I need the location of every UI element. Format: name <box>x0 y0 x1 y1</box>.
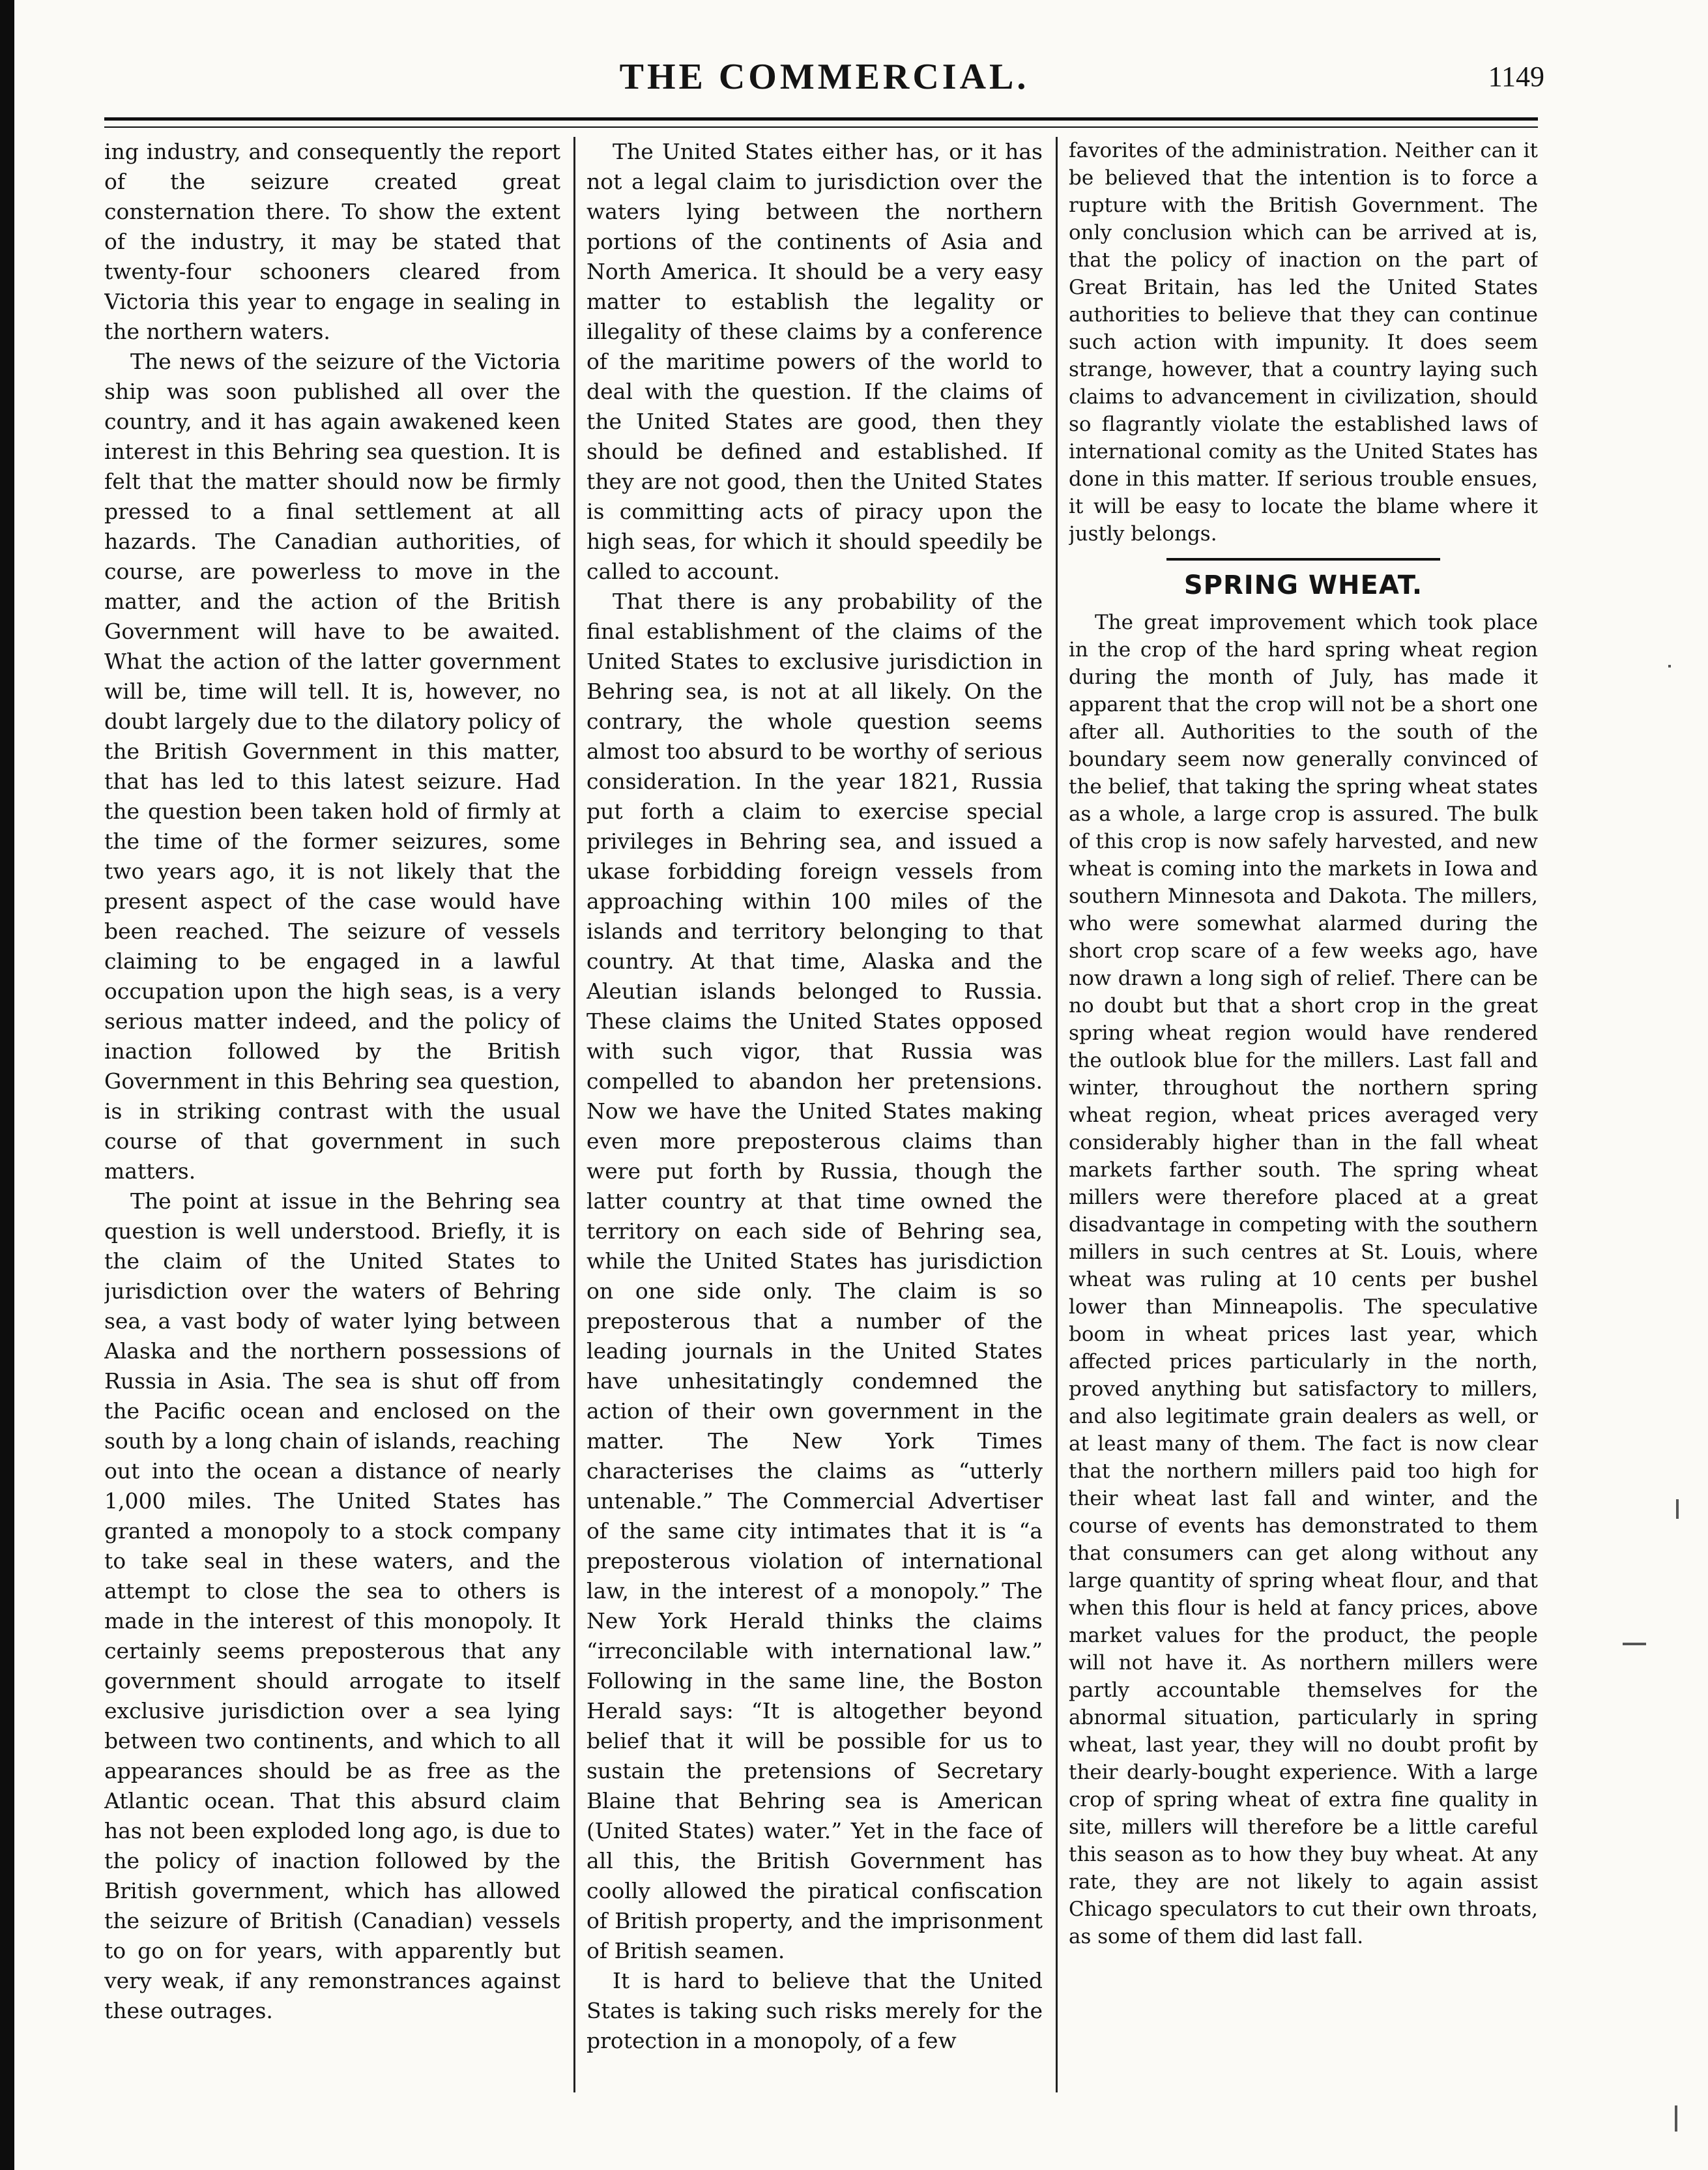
paragraph: It is hard to believe that the United States is taking such risks merely for the protection in a monopoly, of a few <box>586 1968 1043 2053</box>
scan-speck <box>1668 665 1671 667</box>
section-heading: SPRING WHEAT. <box>1183 570 1423 600</box>
paragraph: favorites of the administration. Neither can it be believed that the intention is to force a rupture with the British Government. The only conclusion which can be arrived at is, that the policy of inaction on the part of Great Britain, has led the United States authorities to believe that they can continue such action with impunity. It does seem strange, however, that a country laying such claims to advancement in civilization, should so flagrantly violate the established laws of international comity as the United States has done in this matter. If serious trouble ensues, it will be easy to locate the blame where it justly belongs. <box>1069 139 1538 546</box>
column-3 <box>1069 137 1538 2099</box>
paragraph: That there is any probability of the final establishment of the claims of the United States to exclusive jurisdiction in Behring sea, is not at all likely. On the contrary, the whole question seems almost too absurd to be worthy of serious consideration. In the year 1821, Russia put forth a claim to exercise special privileges in Behring sea, and issued a ukase forbidding foreign vessels from approaching within 100 miles of the islands and territory belonging to that country. At that time, Alaska and the Aleutian islands belonged to Russia. These claims the United States opposed with such vigor, that Russia was compelled to abandon her pretensions. Now we have the United States making even more preposterous claims than were put forth by Russia, though the latter country at that time owned the territory on each side of Behring sea, while the United States has jurisdiction on one side only. The claim is so preposterous that a number of the leading journals in the United States have unhesitatingly condemned the action of their own government in the matter. The New York Times characterises the claims as “utterly untenable.” The Commercial Advertiser of the same city intimates that it is “a preposterous violation of international law, in the interest of a monopoly.” The New York Herald thinks the claims “irreconcilable with international law.” Following in the same line, the Boston Herald says: “It is altogether beyond belief that it will be possible for us to sustain the pretensions of Secretary Blaine that Behring sea is American (United States) water.” Yet in the face of all this, the British Government has coolly allowed the piratical confiscation of British property, and the imprisonment of British seamen. <box>586 589 1043 1963</box>
paragraph: The news of the seizure of the Victoria ship was soon published all over the country, and it has again awakened keen interest in this Behring sea question. It is felt that the matter should now be firmly pressed to a final settlement at all hazards. The Canadian authorities, of course, are powerless to move in the matter, and the action of the British Government will have to be awaited. What the action of the latter government will be, time will tell. It is, however, no doubt largely due to the dilatory policy of the British Government in this matter, that has led to this latest seizure. Had the question been taken hold of firmly at the time of the former seizures, some two years ago, it is not likely that the present aspect of the case would have been reached. The seizure of vessels claiming to be engaged in a lawful occupation upon the high seas, is a very serious matter indeed, and the policy of inaction followed by the British Government in this Behring sea question, is in striking contrast with the usual course of that government in such matters. <box>104 349 560 1184</box>
column-2 <box>586 137 1043 2099</box>
article-columns <box>104 137 1538 2099</box>
header-rule-thick <box>104 117 1538 121</box>
scan-speck <box>1676 1499 1679 1519</box>
page-binding-edge <box>0 0 14 2170</box>
section-rule <box>1166 558 1440 561</box>
paragraph: The point at issue in the Behring sea question is well understood. Briefly, it is the claim of the United States to jurisdiction over the waters of Behring sea, a vast body of water lying between Alaska and the northern possessions of Russia in Asia. The sea is shut off from the Pacific ocean and enclosed on the south by a long chain of islands, reaching out into the ocean a distance of nearly 1,000 miles. The United States has granted a monopoly to a stock company to take seal in these waters, and the attempt to close the sea to others is made in the interest of this monopoly. It certainly seems preposterous that any government should arrogate to itself exclusive jurisdiction over a sea lying between two continents, and which to all appearances should be as free as the Atlantic ocean. That this absurd claim has not been exploded long ago, is due to the policy of inaction followed by the British government, which has allowed the seizure of British (Canadian) vessels to go on for years, with apparently but very weak, if any remonstrances against these outrages. <box>104 1188 560 2023</box>
scan-speck <box>1675 2105 1677 2132</box>
header-rule-thin <box>104 126 1538 128</box>
paragraph: The United States either has, or it has not a legal claim to jurisdiction over the waters lying between the northern portions of the continents of Asia and North America. It should be a very easy matter to establish the legality or illegality of these claims by a conference of the maritime powers of the world to deal with the question. If the claims of the United States are good, then they should be defined and established. If they are not good, then the United States is committing acts of piracy upon the high seas, for which it should speedily be called to account. <box>586 139 1043 584</box>
page-number: 1149 <box>1488 61 1544 93</box>
paragraph: ing industry, and consequently the report of the seizure created great consternation there. To show the extent of the industry, it may be stated that twenty-four schooners cleared from Victoria this year to engage in sealing in the northern waters. <box>104 139 560 344</box>
page-header <box>104 56 1544 111</box>
paragraph: The great improvement which took place in the crop of the hard spring wheat region during the month of July, has made it apparent that the crop will not be a short one after all. Authorities to the south of the boundary seem now generally convinced of the belief, that taking the spring wheat states as a whole, a large crop is assured. The bulk of this crop is now safely harvested, and new wheat is coming into the markets in Iowa and southern Minnesota and Dakota. The millers, who were somewhat alarmed during the short crop scare of a few weeks ago, have now drawn a long sigh of relief. There can be no doubt but that a short crop in the great spring wheat region would have rendered the outlook blue for the millers. Last fall and winter, throughout the northern spring wheat region, wheat prices averaged very considerably higher than in the fall wheat markets farther south. The spring wheat millers were therefore placed at a great disadvantage in competing with the southern millers in such centres at St. Louis, where wheat was ruling at 10 cents per bushel lower than Minneapolis. The speculative boom in wheat prices last year, which affected prices particularly in the north, proved anything but satisfactory to millers, and also legitimate grain dealers as well, or at least many of them. The fact is now clear that the northern millers paid too high for their wheat last fall and winter, and the course of events has demonstrated to them that consumers can get along without any large quantity of spring wheat flour, and that when this flour is held at fancy prices, above market values for the product, the people will not have it. As northern millers were partly accountable themselves for the abnormal situation, particularly in spring wheat, last year, they will no doubt profit by their dearly-bought experience. With a large crop of spring wheat of extra fine quality in site, millers will therefore be a little careful this season as to how they buy wheat. At any rate, they are not likely to again assist Chicago speculators to cut their own throats, as some of them did last fall. <box>1069 611 1538 1948</box>
masthead: THE COMMERCIAL. <box>619 57 1030 97</box>
scan-speck <box>1623 1643 1646 1645</box>
column-1 <box>104 137 560 2099</box>
